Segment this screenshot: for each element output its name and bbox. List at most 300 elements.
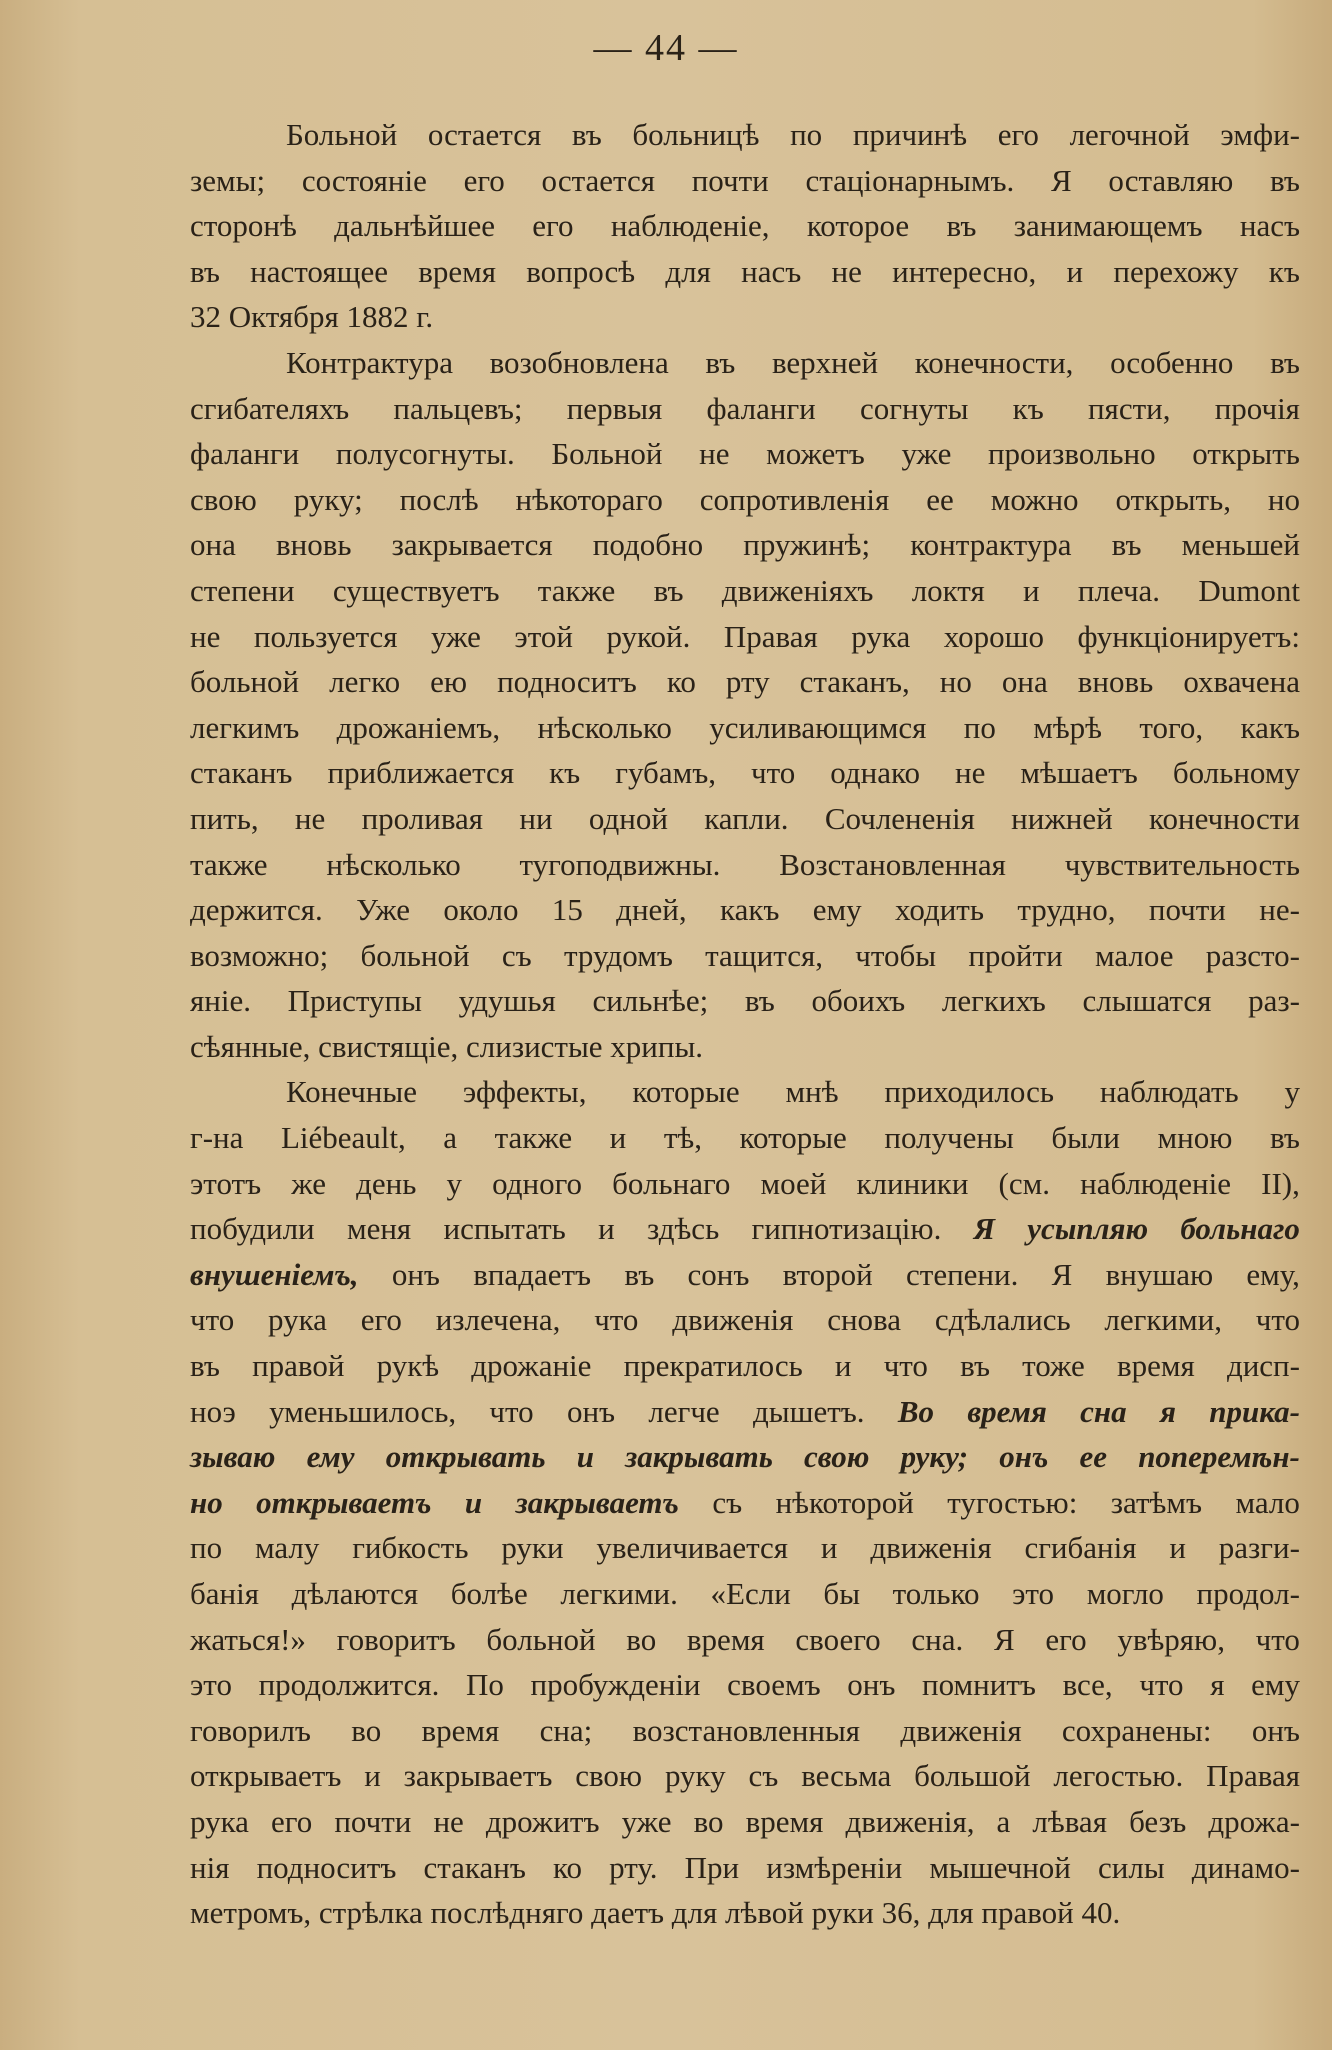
italic-word: Во bbox=[897, 1393, 935, 1429]
word: конечности bbox=[1149, 800, 1300, 836]
word: ему, bbox=[1246, 1256, 1300, 1292]
word: и bbox=[834, 1348, 852, 1384]
text-line bbox=[190, 1480, 1300, 1526]
word: одного bbox=[492, 1165, 583, 1201]
word: были bbox=[1051, 1120, 1120, 1156]
word: Правая bbox=[1206, 1758, 1300, 1794]
word: причинѣ bbox=[852, 117, 968, 152]
word: нѣкотораго bbox=[515, 481, 663, 517]
word: во bbox=[693, 1803, 724, 1839]
word: верхней bbox=[771, 344, 879, 380]
word: мало bbox=[1235, 1484, 1300, 1520]
word: также bbox=[494, 1120, 573, 1156]
word: ею bbox=[430, 664, 468, 700]
word: не- bbox=[1259, 892, 1300, 928]
word: банія bbox=[190, 1576, 259, 1611]
word: гипнотизацію. bbox=[751, 1211, 942, 1247]
word: у bbox=[1284, 1074, 1300, 1110]
word: однако bbox=[830, 755, 920, 791]
text-line bbox=[190, 1115, 1300, 1161]
word: получены bbox=[884, 1120, 1014, 1156]
word: и bbox=[1023, 572, 1040, 608]
word: сна. bbox=[911, 1621, 964, 1657]
word: это bbox=[190, 1667, 232, 1703]
word: сдѣлались bbox=[934, 1302, 1071, 1338]
word: рука bbox=[851, 618, 911, 654]
word: въ bbox=[705, 344, 736, 380]
word: силы bbox=[1098, 1849, 1165, 1885]
word: больницѣ bbox=[632, 117, 760, 152]
line-text: сѣянные, свистящіе, слизистые хрипы. bbox=[190, 1028, 704, 1064]
word: тѣ, bbox=[663, 1120, 702, 1156]
text-line bbox=[190, 203, 1300, 249]
word: что bbox=[751, 755, 796, 791]
paragraph bbox=[190, 112, 1300, 340]
body-text bbox=[190, 112, 1300, 1936]
word: удушья bbox=[458, 983, 556, 1019]
word: 15 bbox=[551, 892, 583, 928]
italic-word: и bbox=[576, 1439, 594, 1475]
word: почти bbox=[334, 1803, 412, 1839]
word: движенія bbox=[870, 1530, 992, 1566]
word: лѣвая bbox=[1032, 1803, 1107, 1839]
word: степени bbox=[190, 572, 295, 608]
italic-word: свою bbox=[804, 1439, 870, 1475]
word: не bbox=[294, 800, 326, 836]
word: По bbox=[465, 1667, 504, 1703]
word: наблюденіе bbox=[1080, 1165, 1232, 1201]
word: одной bbox=[588, 800, 668, 836]
word: съ bbox=[501, 937, 532, 973]
text-line bbox=[190, 1617, 1300, 1663]
word: жаться!» bbox=[190, 1621, 306, 1657]
word: его bbox=[463, 162, 505, 198]
text-line bbox=[190, 659, 1300, 705]
word: яніе. bbox=[190, 983, 251, 1019]
word: бы bbox=[823, 1576, 861, 1611]
word: дышетъ. bbox=[752, 1393, 865, 1429]
word: свою bbox=[190, 481, 257, 517]
word: въ bbox=[946, 208, 977, 244]
text-line bbox=[190, 294, 1300, 340]
word: локтя bbox=[911, 572, 985, 608]
word: существуетъ bbox=[332, 572, 500, 608]
word: снова bbox=[827, 1302, 902, 1338]
word: весьма bbox=[801, 1758, 892, 1794]
word: могло bbox=[1086, 1576, 1164, 1611]
word: какъ bbox=[1240, 709, 1300, 745]
word: пить, bbox=[190, 800, 259, 836]
text-line bbox=[190, 1571, 1300, 1617]
word: которые bbox=[739, 1120, 847, 1156]
word: измѣреніи bbox=[766, 1849, 903, 1885]
word: II), bbox=[1261, 1165, 1300, 1201]
word: движенія bbox=[672, 1302, 794, 1338]
italic-word: ему bbox=[306, 1439, 355, 1475]
word: не bbox=[699, 436, 730, 472]
word: а bbox=[996, 1803, 1011, 1839]
word: легче bbox=[648, 1393, 720, 1429]
word: въ bbox=[571, 117, 602, 152]
word: закрывается bbox=[391, 527, 553, 563]
word: контрактура bbox=[910, 527, 1072, 563]
word: функціонируетъ: bbox=[1077, 618, 1300, 654]
word: ни bbox=[519, 800, 553, 836]
word: пройти bbox=[968, 937, 1063, 973]
word: онъ bbox=[1251, 1712, 1300, 1748]
word: фаланги bbox=[190, 436, 300, 472]
word: трудно, bbox=[1017, 892, 1116, 928]
word: рука bbox=[268, 1302, 327, 1338]
word: дрожитъ bbox=[485, 1803, 600, 1839]
word: увеличивается bbox=[596, 1530, 789, 1566]
word: его bbox=[271, 1803, 313, 1839]
word: наблюденіе, bbox=[610, 208, 770, 244]
word: можно bbox=[990, 481, 1079, 517]
word: Возстановленная bbox=[779, 846, 1006, 882]
word: плеча. bbox=[1077, 572, 1161, 608]
word: меньшей bbox=[1181, 527, 1300, 563]
word: какъ bbox=[719, 892, 780, 928]
text-line bbox=[190, 933, 1300, 979]
italic-word: я bbox=[1159, 1393, 1176, 1429]
text-line bbox=[190, 1753, 1300, 1799]
word: свою bbox=[575, 1758, 643, 1794]
italic-word: Я bbox=[973, 1211, 995, 1247]
word: нѣкоторой bbox=[775, 1484, 914, 1520]
word: его bbox=[360, 1302, 402, 1338]
text-line bbox=[190, 1845, 1300, 1891]
word: подноситъ bbox=[497, 664, 637, 700]
word: этой bbox=[514, 618, 573, 654]
text-line bbox=[190, 112, 1300, 158]
word: нѣсколько bbox=[537, 709, 672, 745]
word: по bbox=[190, 1530, 223, 1566]
word: сгибателяхъ bbox=[190, 390, 350, 426]
word: больному bbox=[1172, 755, 1300, 791]
word: въ bbox=[1111, 527, 1142, 563]
word: въ bbox=[1270, 344, 1300, 380]
word: съ bbox=[748, 1758, 779, 1794]
word: помнитъ bbox=[922, 1667, 1036, 1703]
word: чувствительность bbox=[1064, 846, 1300, 882]
word: эмфи- bbox=[1220, 117, 1300, 152]
word: возобновлена bbox=[489, 344, 669, 380]
paragraph bbox=[190, 1069, 1300, 1935]
word: день bbox=[356, 1165, 417, 1201]
word: дисп- bbox=[1226, 1348, 1300, 1384]
word: больной bbox=[486, 1621, 596, 1657]
word: стаканъ bbox=[423, 1849, 526, 1885]
text-line bbox=[190, 1343, 1300, 1389]
word: своего bbox=[795, 1621, 881, 1657]
word: открыть, bbox=[1115, 481, 1231, 517]
word: движеніяхъ bbox=[721, 572, 874, 608]
word: Контрактура bbox=[286, 344, 453, 380]
word: все, bbox=[1062, 1667, 1113, 1703]
word: капли. bbox=[704, 800, 789, 836]
word: тугостью: bbox=[947, 1484, 1078, 1520]
word: своемъ bbox=[727, 1667, 821, 1703]
word: стаканъ bbox=[190, 755, 293, 791]
word: этотъ bbox=[190, 1165, 262, 1201]
word: остается bbox=[541, 162, 655, 198]
text-line bbox=[190, 340, 1300, 386]
word: излечена, bbox=[435, 1302, 561, 1338]
word: нѣсколько bbox=[326, 846, 461, 882]
word: къ bbox=[1268, 253, 1300, 289]
word: что bbox=[190, 1302, 235, 1338]
italic-word: поперемѣн- bbox=[1138, 1439, 1300, 1475]
word: Уже bbox=[356, 892, 411, 928]
word: Приступы bbox=[287, 983, 422, 1019]
word: больной bbox=[190, 664, 300, 700]
word: также bbox=[537, 572, 616, 608]
word: конечности, bbox=[914, 344, 1074, 380]
italic-word: закрывать bbox=[625, 1439, 773, 1475]
word: съ bbox=[712, 1484, 743, 1520]
word: послѣ bbox=[399, 481, 479, 517]
word: Dumont bbox=[1198, 572, 1300, 608]
word: пользуется bbox=[253, 618, 398, 654]
word: произвольно bbox=[987, 436, 1156, 472]
word: малу bbox=[254, 1530, 320, 1566]
word: руку bbox=[664, 1758, 726, 1794]
word: къ bbox=[1012, 390, 1044, 426]
word: въ bbox=[1269, 1120, 1300, 1156]
word: у bbox=[446, 1165, 462, 1201]
text-line bbox=[190, 1297, 1300, 1343]
word: ноэ bbox=[190, 1393, 236, 1429]
word: прочія bbox=[1214, 390, 1300, 426]
text-line bbox=[190, 522, 1300, 568]
word: второй bbox=[782, 1256, 873, 1292]
word: возможно; bbox=[190, 937, 329, 973]
italic-word: зываю bbox=[190, 1439, 276, 1475]
text-line bbox=[190, 1662, 1300, 1708]
word: его bbox=[532, 208, 574, 244]
word: большой bbox=[914, 1758, 1031, 1794]
text-line bbox=[190, 1708, 1300, 1754]
text-line bbox=[190, 1206, 1300, 1252]
word: къ bbox=[549, 755, 581, 791]
word: сна; bbox=[539, 1712, 593, 1748]
word: держится. bbox=[190, 892, 323, 928]
word: его bbox=[997, 117, 1039, 152]
word: и bbox=[1169, 1530, 1186, 1566]
italic-word: закрываетъ bbox=[515, 1484, 679, 1520]
word: время bbox=[421, 1712, 500, 1748]
word: сохранены: bbox=[1061, 1712, 1212, 1748]
word: а bbox=[443, 1120, 458, 1156]
text-line bbox=[190, 1799, 1300, 1845]
word: дрожа- bbox=[1208, 1803, 1300, 1839]
word: насъ bbox=[741, 253, 802, 289]
word: стаканъ, bbox=[799, 664, 910, 700]
word: открыть bbox=[1192, 436, 1300, 472]
word: которое bbox=[806, 208, 910, 244]
word: «Если bbox=[710, 1576, 791, 1611]
word: что bbox=[883, 1348, 928, 1384]
word: онъ bbox=[847, 1667, 896, 1703]
word: г-на bbox=[190, 1120, 244, 1156]
word: рука bbox=[190, 1803, 249, 1839]
word: безъ bbox=[1129, 1803, 1187, 1839]
word: тоже bbox=[1022, 1348, 1085, 1384]
word: для bbox=[665, 253, 711, 289]
paragraph bbox=[190, 340, 1300, 1070]
word: хорошо bbox=[943, 618, 1044, 654]
word: Больной bbox=[551, 436, 663, 472]
word: говоритъ bbox=[336, 1621, 456, 1657]
word: дальнѣйшее bbox=[334, 208, 495, 244]
word: разги- bbox=[1218, 1530, 1300, 1566]
word: больной bbox=[360, 937, 470, 973]
word: земы; bbox=[190, 162, 266, 198]
word: (см. bbox=[998, 1165, 1050, 1201]
word: движенія bbox=[900, 1712, 1022, 1748]
word: Я bbox=[1051, 162, 1072, 198]
word: сопротивленія bbox=[699, 481, 890, 517]
word: въ bbox=[1270, 162, 1300, 198]
word: приближается bbox=[327, 755, 515, 791]
word: мѣшаетъ bbox=[1020, 755, 1138, 791]
word: въ bbox=[960, 1348, 990, 1384]
text-line bbox=[190, 750, 1300, 796]
word: обоихъ bbox=[811, 983, 906, 1019]
word: ее bbox=[926, 481, 954, 517]
word: степени. bbox=[906, 1256, 1019, 1292]
word: насъ bbox=[1239, 208, 1300, 244]
text-line bbox=[190, 842, 1300, 888]
italic-word: сна bbox=[1080, 1393, 1127, 1429]
word: малое bbox=[1094, 937, 1174, 973]
word: открываетъ bbox=[190, 1758, 342, 1794]
word: рукой. bbox=[606, 618, 691, 654]
word: динамо- bbox=[1191, 1849, 1300, 1885]
word: его bbox=[1045, 1621, 1087, 1657]
word: охвачена bbox=[1183, 664, 1300, 700]
italic-word: усыпляю bbox=[1027, 1211, 1149, 1247]
text-line bbox=[190, 1389, 1300, 1435]
word: настоящее bbox=[250, 253, 388, 289]
word: легкимъ bbox=[190, 709, 300, 745]
word: продол- bbox=[1196, 1576, 1300, 1611]
word: стаціонарнымъ. bbox=[805, 162, 1015, 198]
word: усиливающимся bbox=[709, 709, 927, 745]
word: она bbox=[1001, 664, 1048, 700]
word: того, bbox=[1139, 709, 1204, 745]
word: что bbox=[594, 1302, 639, 1338]
word: оставляю bbox=[1108, 162, 1234, 198]
text-line bbox=[190, 1161, 1300, 1207]
word: время bbox=[745, 1803, 824, 1839]
word: дрожаніе bbox=[471, 1348, 592, 1384]
word: говорилъ bbox=[190, 1712, 311, 1748]
italic-word: время bbox=[967, 1393, 1047, 1429]
text-line bbox=[190, 249, 1300, 295]
italic-word: и bbox=[464, 1484, 483, 1520]
word: время bbox=[1116, 1348, 1195, 1384]
word: затѣмъ bbox=[1110, 1484, 1203, 1520]
word: ему bbox=[812, 892, 862, 928]
word: въ bbox=[653, 572, 684, 608]
word: меня bbox=[346, 1211, 412, 1247]
word: сгибанія bbox=[1024, 1530, 1137, 1566]
word: подобно bbox=[592, 527, 704, 563]
text-line bbox=[190, 1252, 1300, 1298]
word: вновь bbox=[1077, 664, 1154, 700]
italic-word: но bbox=[190, 1484, 223, 1520]
word: которые bbox=[632, 1074, 740, 1110]
word: и bbox=[609, 1120, 627, 1156]
word: рукѣ bbox=[376, 1348, 440, 1384]
word: въ bbox=[190, 253, 220, 289]
word: но bbox=[1267, 481, 1300, 517]
text-line bbox=[190, 1069, 1300, 1115]
text-line bbox=[190, 1890, 1300, 1936]
word: При bbox=[684, 1849, 740, 1885]
word: нижней bbox=[1011, 800, 1113, 836]
word: впадаетъ bbox=[473, 1256, 592, 1292]
word: и bbox=[598, 1211, 615, 1247]
word: только bbox=[892, 1576, 980, 1611]
word: раз- bbox=[1248, 983, 1300, 1019]
word: руки bbox=[501, 1530, 564, 1566]
word: можетъ bbox=[766, 436, 865, 472]
word: , bbox=[350, 1256, 359, 1292]
word: Я bbox=[993, 1621, 1015, 1657]
word: внушаю bbox=[1105, 1256, 1214, 1292]
word: Сочлененія bbox=[824, 800, 975, 836]
word: ходить bbox=[895, 892, 984, 928]
text-line bbox=[190, 614, 1300, 660]
word: согнуты bbox=[859, 390, 969, 426]
word: что bbox=[489, 1393, 534, 1429]
italic-word: прика- bbox=[1209, 1393, 1300, 1429]
word: болѣе bbox=[450, 1576, 528, 1611]
word: въ bbox=[624, 1256, 655, 1292]
word: вопросѣ bbox=[526, 253, 636, 289]
word: по bbox=[963, 709, 996, 745]
word: мною bbox=[1157, 1120, 1233, 1156]
word: я bbox=[1210, 1667, 1225, 1703]
word: не bbox=[955, 755, 986, 791]
word: эффекты, bbox=[462, 1074, 587, 1110]
word: что bbox=[1255, 1302, 1300, 1338]
word: побудили bbox=[190, 1211, 315, 1247]
word: гибкость bbox=[352, 1530, 469, 1566]
word: интересно, bbox=[892, 253, 1037, 289]
word: тащится, bbox=[705, 937, 823, 973]
text-line bbox=[190, 887, 1300, 933]
word: мышечной bbox=[929, 1849, 1071, 1885]
word: легочной bbox=[1069, 117, 1190, 152]
word: продолжится. bbox=[258, 1667, 440, 1703]
word: прекратилось bbox=[623, 1348, 803, 1384]
word: почти bbox=[691, 162, 769, 198]
word: состояніе bbox=[301, 162, 427, 198]
word: онъ bbox=[391, 1256, 440, 1292]
word: пальцевъ; bbox=[393, 390, 523, 426]
word: сторонѣ bbox=[190, 208, 297, 244]
word: легкими, bbox=[1104, 1302, 1222, 1338]
word: во bbox=[351, 1712, 382, 1748]
text-line bbox=[190, 1525, 1300, 1571]
word: она bbox=[190, 527, 236, 563]
word: разсто- bbox=[1205, 937, 1300, 973]
word: губамъ, bbox=[615, 755, 716, 791]
